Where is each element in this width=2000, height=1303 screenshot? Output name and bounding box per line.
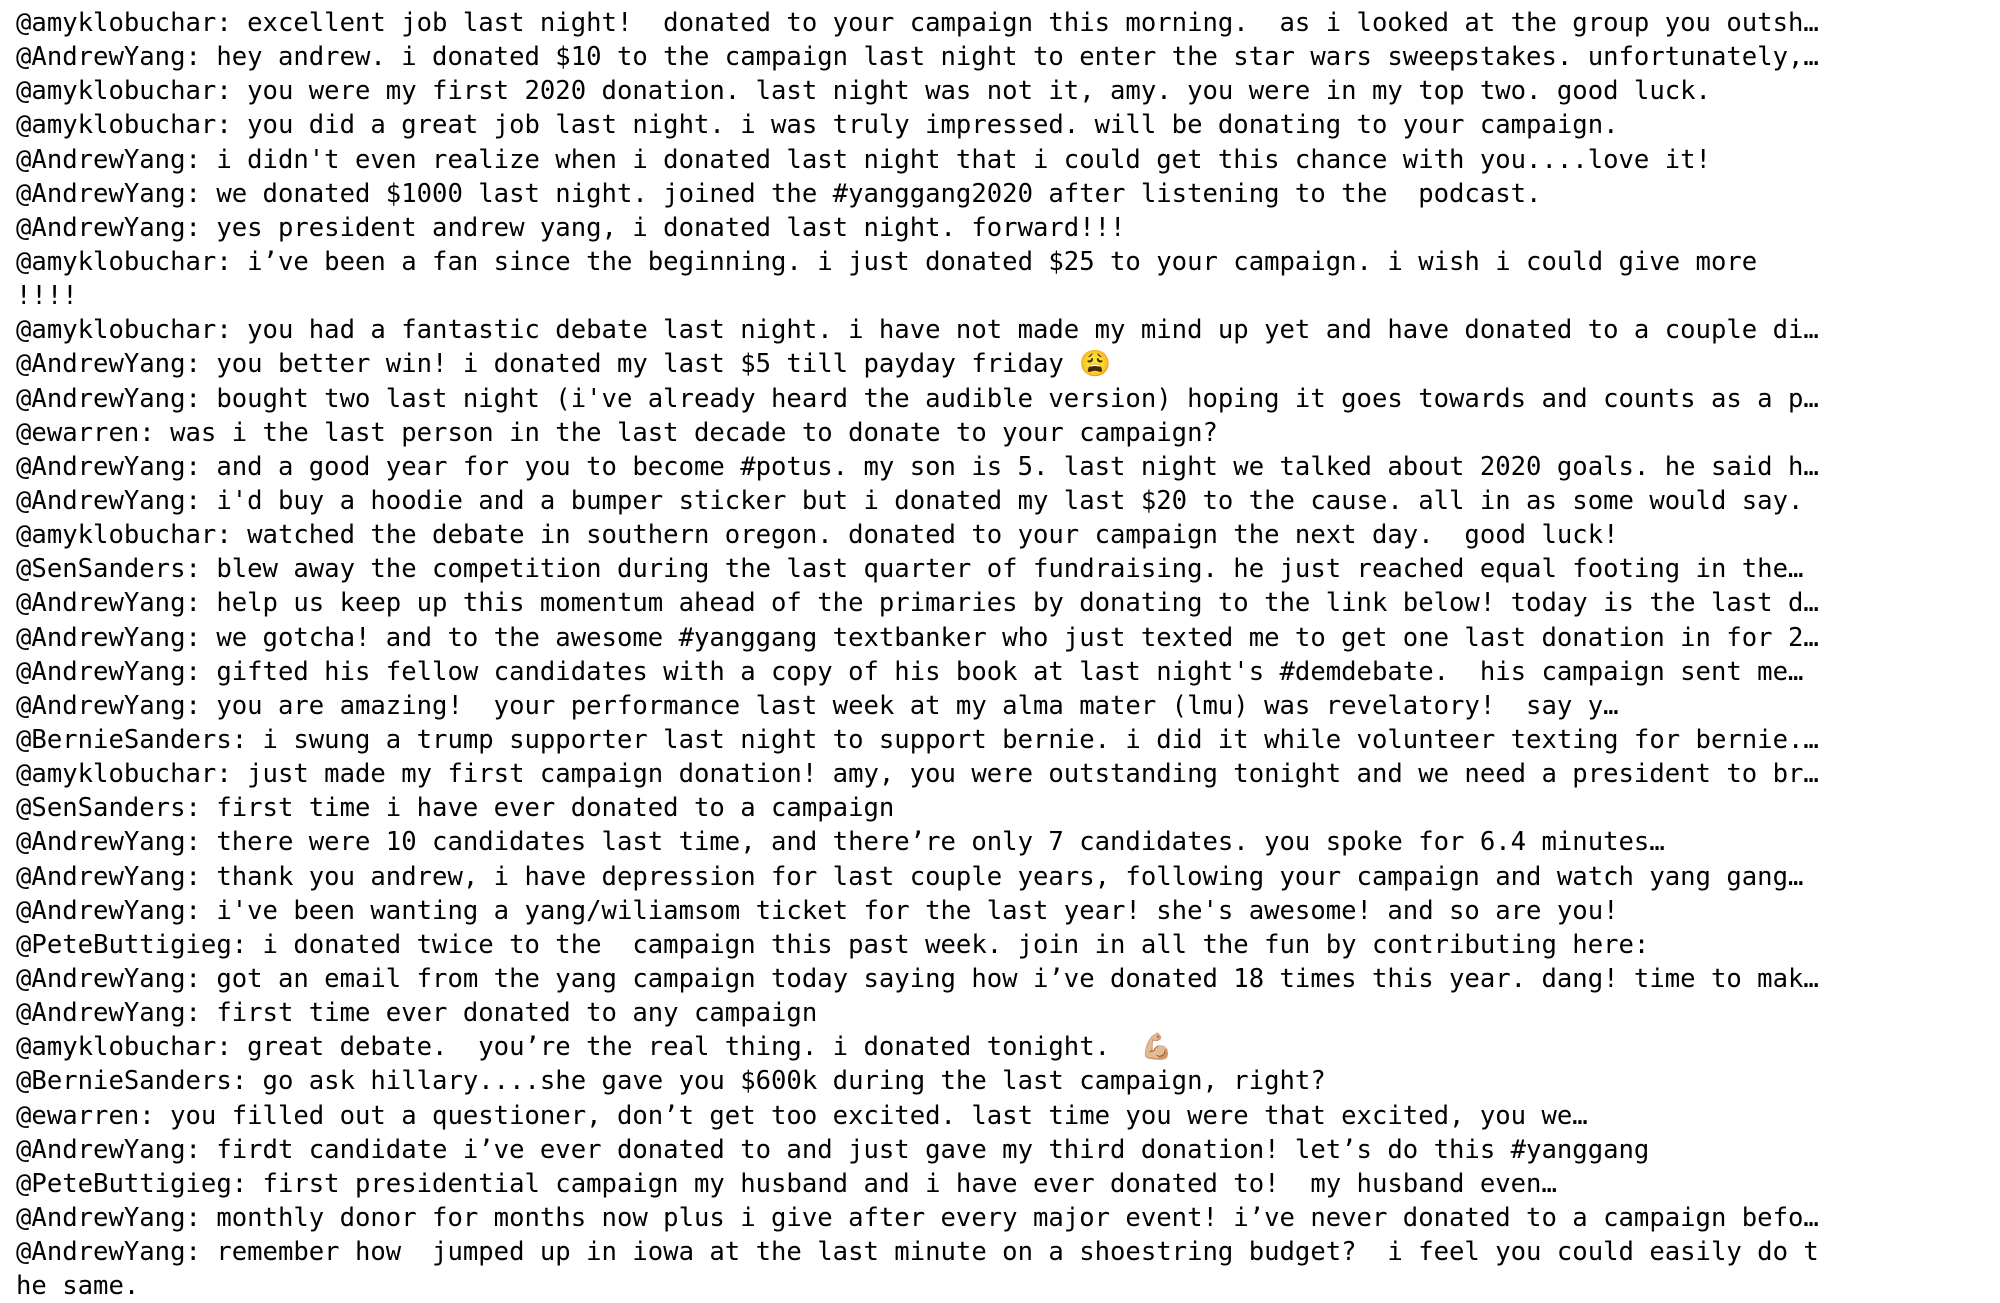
output-line: @AndrewYang: monthly donor for months now plus i give after every major event! i’ve never donated to a campaign befo… xyxy=(16,1202,1819,1233)
output-line: @AndrewYang: i'd buy a hoodie and a bumper sticker but i donated my last $20 to the cause. all in as some would say. xyxy=(16,485,1804,516)
output-line: @AndrewYang: i didn't even realize when i donated last night that i could get this chance with you....love it! xyxy=(16,144,1711,175)
output-line: @AndrewYang: remember how jumped up in iowa at the last minute on a shoestring budget? i feel you could easily do t xyxy=(16,1237,1819,1268)
output-line: @AndrewYang: we donated $1000 last night. joined the #yanggang2020 after listening to the podcast. xyxy=(16,178,1542,209)
output-line: @amyklobuchar: you had a fantastic debate last night. i have not made my mind up yet and have donated to a couple di… xyxy=(16,315,1819,346)
output-line: @AndrewYang: you better win! i donated my last $5 till payday friday 😩 xyxy=(16,349,1112,380)
output-line: @amyklobuchar: just made my first campaign donation! amy, you were outstanding tonight and we need a president to br… xyxy=(16,759,1819,790)
output-line: @AndrewYang: got an email from the yang campaign today saying how i’ve donated 18 times this year. dang! time to mak… xyxy=(16,963,1819,994)
output-line: @amyklobuchar: i’ve been a fan since the beginning. i just donated $25 to your campaign. i wish i could give more xyxy=(16,246,1758,277)
output-line: @amyklobuchar: you were my first 2020 donation. last night was not it, amy. you were in my top two. good luck. xyxy=(16,76,1711,107)
output-line: @AndrewYang: you are amazing! your performance last week at my alma mater (lmu) was revelatory! say y… xyxy=(16,690,1619,721)
output-line: @amyklobuchar: excellent job last night! donated to your campaign this morning. as i looked at the group you outsh… xyxy=(16,8,1819,38)
output-line: he same. xyxy=(16,1271,140,1302)
output-line: @amyklobuchar: great debate. you’re the real thing. i donated tonight. 💪🏼 xyxy=(16,1032,1173,1063)
output-line: @AndrewYang: help us keep up this momentum ahead of the primaries by donating to the link below! today is the last d… xyxy=(16,588,1819,619)
output-line: @AndrewYang: firdt candidate i’ve ever donated to and just gave my third donation! let’s do this #yanggang xyxy=(16,1134,1650,1165)
output-line: @BernieSanders: i swung a trump supporter last night to support bernie. i did it while volunteer texting for bernie.… xyxy=(16,724,1819,755)
output-line: @AndrewYang: thank you andrew, i have depression for last couple years, following your campaign and watch yang gang… xyxy=(16,861,1804,892)
output-line: @AndrewYang: and a good year for you to become #potus. my son is 5. last night we talked about 2020 goals. he said h… xyxy=(16,451,1819,482)
output-line: !!!! xyxy=(16,281,78,312)
output-line: @amyklobuchar: watched the debate in southern oregon. donated to your campaign the next day. good luck! xyxy=(16,520,1619,551)
output-line: @AndrewYang: hey andrew. i donated $10 to the campaign last night to enter the star wars sweepstakes. unfortunately,… xyxy=(16,42,1819,73)
output-line: @ewarren: was i the last person in the last decade to donate to your campaign? xyxy=(16,417,1218,448)
output-line: @AndrewYang: there were 10 candidates last time, and there’re only 7 candidates. you spoke for 6.4 minutes… xyxy=(16,827,1665,858)
terminal-output xyxy=(16,6,1988,1303)
output-line: @AndrewYang: yes president andrew yang, i donated last night. forward!!! xyxy=(16,212,1126,243)
output-line: @amyklobuchar: you did a great job last night. i was truly impressed. will be donating to your campaign. xyxy=(16,110,1619,141)
output-line: @ewarren: you filled out a questioner, don’t get too excited. last time you were that excited, you we… xyxy=(16,1100,1588,1131)
output-line: @PeteButtigieg: first presidential campaign my husband and i have ever donated to! my husband even… xyxy=(16,1168,1557,1199)
output-line: @BernieSanders: go ask hillary....she gave you $600k during the last campaign, right? xyxy=(16,1066,1326,1097)
output-line: @AndrewYang: i've been wanting a yang/wiliamsom ticket for the last year! she's awesome! and so are you! xyxy=(16,895,1619,926)
output-line: @SenSanders: first time i have ever donated to a campaign xyxy=(16,793,895,824)
output-line: @SenSanders: blew away the competition during the last quarter of fundraising. he just reached equal footing in the… xyxy=(16,554,1804,585)
output-line: @AndrewYang: first time ever donated to any campaign xyxy=(16,998,818,1029)
output-line: @AndrewYang: bought two last night (i've already heard the audible version) hoping it goes towards and counts as a p… xyxy=(16,383,1819,414)
output-line: @AndrewYang: gifted his fellow candidates with a copy of his book at last night's #demdebate. his campaign sent me… xyxy=(16,656,1804,687)
output-line: @AndrewYang: we gotcha! and to the awesome #yanggang textbanker who just texted me to get one last donation in for 2… xyxy=(16,622,1819,653)
output-line: @PeteButtigieg: i donated twice to the campaign this past week. join in all the fun by contributing here: xyxy=(16,929,1650,960)
